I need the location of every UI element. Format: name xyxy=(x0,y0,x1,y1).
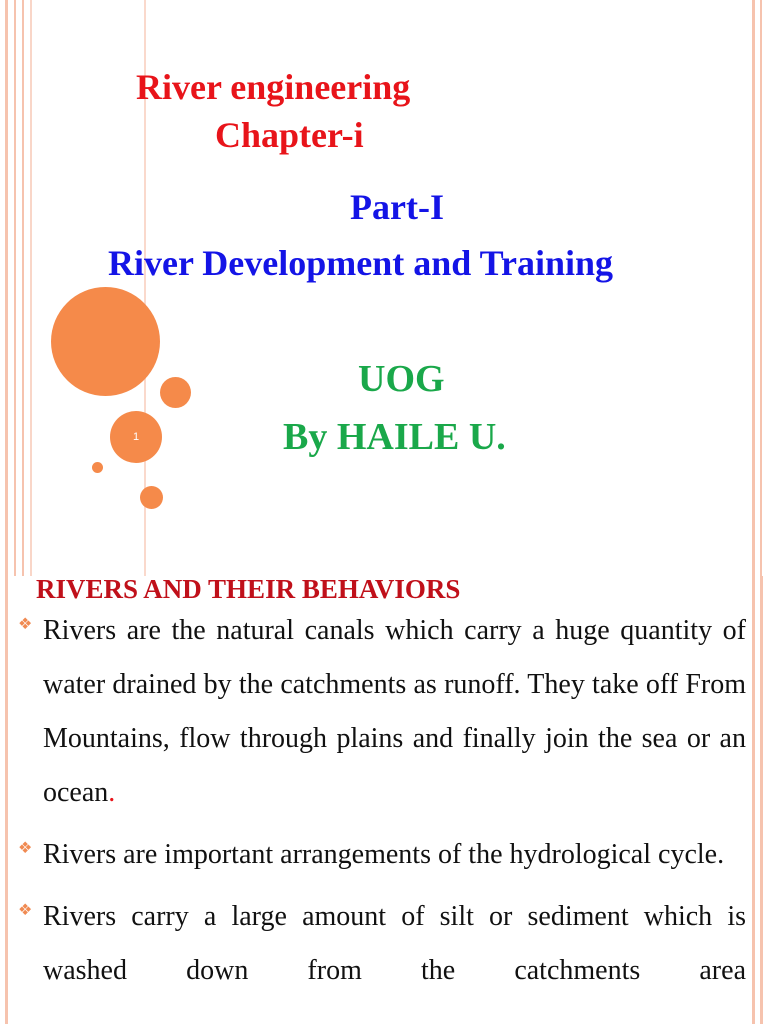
slide-heading: RIVERS AND THEIR BEHAVIORS xyxy=(36,576,461,604)
list-item xyxy=(18,604,746,820)
bullet-text-content: Rivers are the natural canals which carry a huge quantity of water drained by the catchments as runoff. They take off From Mountains, flow through plains and finally join the sea or an ocean xyxy=(43,615,746,808)
decor-stripe xyxy=(752,0,755,576)
bullet-list xyxy=(18,604,746,1006)
decor-stripe xyxy=(5,0,8,576)
content-slide xyxy=(0,576,768,1024)
bullet-text xyxy=(43,604,746,820)
slide-number-badge xyxy=(110,411,162,463)
decor-stripe xyxy=(760,576,763,1024)
subtitle: River Development and Training xyxy=(108,243,614,283)
decor-stripe xyxy=(30,0,32,576)
bullet-text: Rivers carry a large amount of silt or sediment which is washed down from the catchments area xyxy=(43,901,746,986)
title-line-1: River engineering xyxy=(136,67,411,107)
decor-stripe xyxy=(752,576,755,1024)
list-item xyxy=(18,890,746,998)
decor-circle-small xyxy=(92,462,103,473)
author: By HAILE U. xyxy=(283,416,506,458)
decor-stripe xyxy=(760,0,762,576)
diamond-bullet-icon: ❖ xyxy=(18,902,33,919)
slide-number: 1 xyxy=(132,431,140,443)
decor-stripe xyxy=(5,576,8,1024)
list-item xyxy=(18,828,746,882)
decor-circle xyxy=(160,377,191,408)
decor-circle-large xyxy=(51,287,160,396)
bullet-text-suffix: . xyxy=(108,777,116,808)
decor-stripe xyxy=(14,0,16,576)
decor-stripe xyxy=(22,0,24,576)
diamond-bullet-icon: ❖ xyxy=(18,616,33,633)
bullet-text: Rivers are important arrangements of the hydrological cycle. xyxy=(43,839,725,870)
title-line-2: Chapter-i xyxy=(215,115,364,155)
part-label: Part-I xyxy=(350,187,444,227)
decor-circle xyxy=(140,486,163,509)
diamond-bullet-icon: ❖ xyxy=(18,840,33,857)
organization: UOG xyxy=(358,358,445,400)
